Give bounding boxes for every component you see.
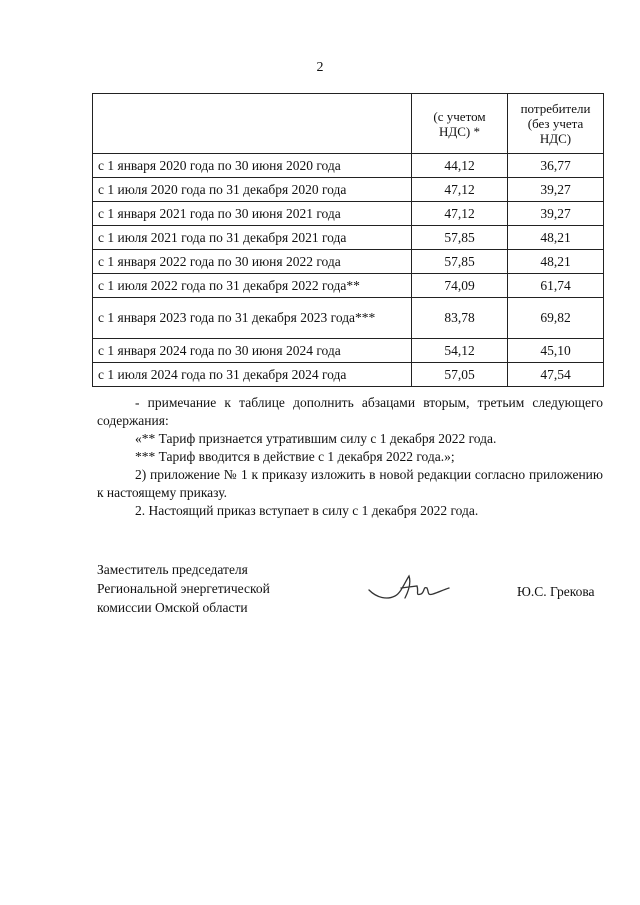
period-cell: с 1 января 2021 года по 30 июня 2021 года (93, 202, 412, 226)
period-cell: с 1 января 2020 года по 30 июня 2020 года (93, 154, 412, 178)
table-header-row (93, 94, 604, 154)
table-row (93, 178, 604, 202)
table-row (93, 298, 604, 339)
paragraph-footnote-triple-star: *** Тариф вводится в действие с 1 декабря 2022 года.»; (135, 449, 455, 464)
table-row (93, 339, 604, 363)
with-vat-cell: 47,12 (412, 202, 508, 226)
without-vat-cell: 39,27 (508, 178, 604, 202)
signatory-title-line: Заместитель председателя (97, 562, 248, 577)
period-cell: с 1 января 2024 года по 30 июня 2024 года (93, 339, 412, 363)
paragraph-footnote-double-star: «** Тариф признается утратившим силу с 1 декабря 2022 года. (135, 431, 497, 446)
with-vat-cell: 57,05 (412, 363, 508, 387)
table-row (93, 154, 604, 178)
without-vat-cell: 69,82 (508, 298, 604, 339)
without-vat-cell: 48,21 (508, 250, 604, 274)
table-row (93, 250, 604, 274)
period-cell: с 1 июля 2020 года по 31 декабря 2020 года (93, 178, 412, 202)
table-row (93, 363, 604, 387)
header-period-cell (93, 94, 412, 154)
paragraph-appendix-amendment: 2) приложение № 1 к приказу изложить в новой редакции согласно приложению к настоящему приказу. (97, 467, 603, 500)
period-cell: с 1 января 2023 года по 31 декабря 2023 года*** (93, 298, 412, 339)
handwritten-signature (365, 568, 465, 608)
period-cell: с 1 января 2022 года по 30 июня 2022 года (93, 250, 412, 274)
with-vat-cell: 54,12 (412, 339, 508, 363)
with-vat-cell: 83,78 (412, 298, 508, 339)
period-cell: с 1 июля 2024 года по 31 декабря 2024 года (93, 363, 412, 387)
table-row (93, 274, 604, 298)
period-cell: с 1 июля 2022 года по 31 декабря 2022 года** (93, 274, 412, 298)
body-text (97, 394, 603, 520)
with-vat-cell: 57,85 (412, 250, 508, 274)
table-row (93, 202, 604, 226)
with-vat-cell: 74,09 (412, 274, 508, 298)
signatory-title (97, 560, 270, 617)
without-vat-cell: 39,27 (508, 202, 604, 226)
paragraph-effective-date: 2. Настоящий приказ вступает в силу с 1 декабря 2022 года. (135, 503, 479, 518)
table-row (93, 226, 604, 250)
header-without-vat-cell: потребители (без учета НДС) (508, 94, 604, 154)
without-vat-cell: 48,21 (508, 226, 604, 250)
without-vat-cell: 36,77 (508, 154, 604, 178)
signer-name: Ю.С. Грекова (517, 584, 595, 599)
period-cell: с 1 июля 2021 года по 31 декабря 2021 года (93, 226, 412, 250)
paragraph-note-amendment: - примечание к таблице дополнить абзацами вторым, третьим следующего содержания: (97, 395, 603, 428)
page-number: 2 (316, 60, 324, 75)
with-vat-cell: 44,12 (412, 154, 508, 178)
header-with-vat-cell: (с учетом НДС) * (412, 94, 508, 154)
with-vat-cell: 47,12 (412, 178, 508, 202)
tariff-table (92, 93, 604, 387)
without-vat-cell: 45,10 (508, 339, 604, 363)
signatory-title-line: Региональной энергетической (97, 581, 270, 596)
signatory-title-line: комиссии Омской области (97, 600, 248, 615)
without-vat-cell: 61,74 (508, 274, 604, 298)
without-vat-cell: 47,54 (508, 363, 604, 387)
with-vat-cell: 57,85 (412, 226, 508, 250)
